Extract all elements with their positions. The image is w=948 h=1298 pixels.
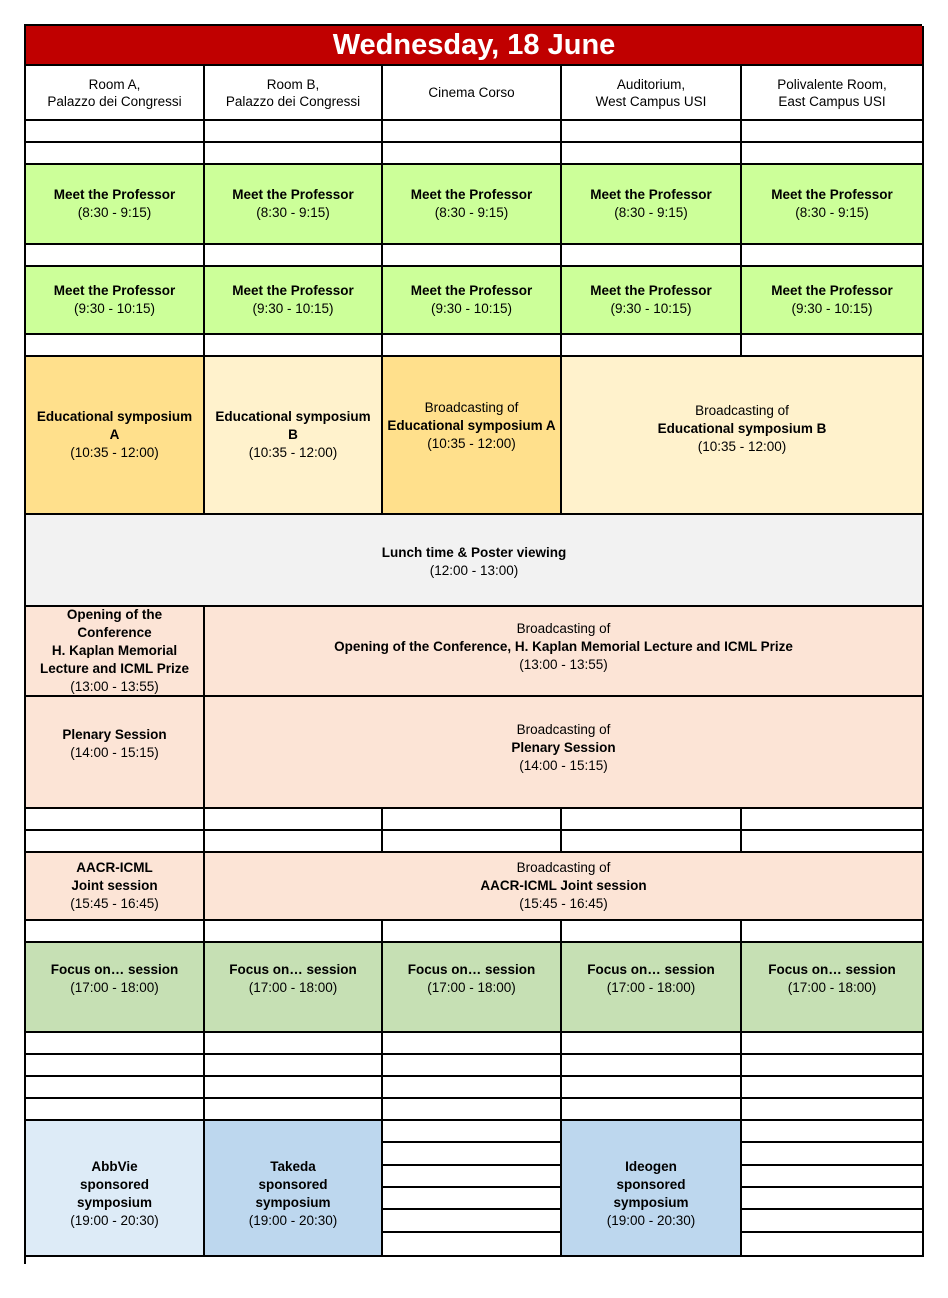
empty-cell <box>383 1166 560 1188</box>
session-name: Opening of the <box>66 607 163 622</box>
empty-cell <box>26 809 205 831</box>
empty-cell <box>26 245 205 267</box>
empty-cell <box>26 1033 205 1055</box>
room-header-auditorium <box>562 66 742 121</box>
broadcast-label: Broadcasting of <box>695 403 789 418</box>
empty-cell-stack <box>383 1121 562 1257</box>
empty-cell <box>205 1055 383 1077</box>
empty-cell <box>383 121 562 143</box>
empty-cell <box>742 1143 922 1165</box>
empty-cell <box>742 121 924 143</box>
broadcast-label: Broadcasting of <box>424 400 519 415</box>
empty-cell <box>742 1099 924 1121</box>
session-time: (13:00 - 13:55) <box>519 657 608 672</box>
room-auditorium-line1: Auditorium, <box>616 76 686 92</box>
empty-cell <box>205 1077 383 1099</box>
room-header-cinema <box>383 66 562 121</box>
session-time: (17:00 - 18:00) <box>606 980 696 995</box>
focus-on-session[interactable] <box>26 943 205 1033</box>
session-name: Focus on… session <box>229 962 357 977</box>
session-name: Meet the Professor <box>410 187 533 202</box>
empty-cell <box>205 1099 383 1121</box>
day-title-text: Wednesday, 18 June <box>332 29 616 61</box>
session-name: sponsored <box>79 1177 149 1192</box>
session-name: AACR-ICML Joint session <box>480 878 647 893</box>
empty-cell <box>383 1077 562 1099</box>
empty-cell <box>562 921 742 943</box>
empty-cell <box>383 1121 560 1143</box>
broadcast-label: Broadcasting of <box>516 621 611 636</box>
empty-cell <box>383 1033 562 1055</box>
empty-cell <box>562 121 742 143</box>
meet-professor-session-2[interactable] <box>26 267 205 335</box>
empty-cell <box>742 1188 922 1210</box>
ideogen-sponsored-symposium[interactable] <box>562 1121 742 1257</box>
empty-cell <box>742 921 924 943</box>
empty-cell <box>205 121 383 143</box>
session-name: Focus on… session <box>50 962 179 977</box>
room-b-line2: Palazzo dei Congressi <box>225 93 361 109</box>
session-time: (15:45 - 16:45) <box>70 896 159 911</box>
broadcast-label: Broadcasting of <box>516 860 611 875</box>
meet-professor-session-2[interactable] <box>383 267 562 335</box>
empty-cell <box>26 1055 205 1077</box>
empty-cell <box>383 831 562 853</box>
session-name: Meet the Professor <box>53 187 176 202</box>
session-name: Focus on… session <box>587 962 715 977</box>
meet-professor-session-1[interactable] <box>26 165 205 245</box>
session-time: (19:00 - 20:30) <box>248 1213 338 1228</box>
empty-cell <box>742 335 924 357</box>
empty-cell <box>562 335 742 357</box>
session-name: Conference <box>77 625 152 640</box>
session-time: (8:30 - 9:15) <box>77 205 152 220</box>
session-time: (9:30 - 10:15) <box>73 301 156 316</box>
empty-cell <box>205 245 383 267</box>
empty-cell <box>383 1233 560 1255</box>
empty-cell <box>26 143 205 165</box>
empty-cell <box>26 1077 205 1099</box>
empty-cell <box>742 1121 922 1143</box>
session-name: sponsored <box>616 1177 686 1192</box>
lunch-poster-viewing[interactable] <box>26 515 924 607</box>
empty-cell <box>383 809 562 831</box>
session-name: Meet the Professor <box>410 283 533 298</box>
session-time: (12:00 - 13:00) <box>429 563 519 578</box>
room-header-b <box>205 66 383 121</box>
broadcast-plenary[interactable] <box>205 697 924 809</box>
empty-cell <box>742 245 924 267</box>
meet-professor-session-1[interactable] <box>562 165 742 245</box>
focus-on-session[interactable] <box>383 943 562 1033</box>
session-name: Meet the Professor <box>53 283 176 298</box>
empty-cell <box>383 335 562 357</box>
session-time: (8:30 - 9:15) <box>795 205 869 220</box>
session-time: (17:00 - 18:00) <box>248 980 338 995</box>
empty-cell <box>205 335 383 357</box>
session-name-suffix: B <box>288 427 298 442</box>
session-name: sponsored <box>258 1177 328 1192</box>
session-time: (10:35 - 12:00) <box>248 445 338 460</box>
empty-cell-stack <box>742 1121 924 1257</box>
empty-cell <box>562 1055 742 1077</box>
room-b-line1: Room B, <box>266 76 320 92</box>
session-name: Plenary Session <box>511 740 616 755</box>
empty-cell <box>383 143 562 165</box>
day-title <box>26 26 924 66</box>
empty-cell <box>383 1055 562 1077</box>
session-name-suffix: A <box>109 427 120 442</box>
session-name: AACR-ICML <box>76 860 153 875</box>
session-name: Focus on… session <box>768 962 896 977</box>
session-name: symposium <box>613 1195 689 1210</box>
session-name: Lunch time & Poster viewing <box>381 545 567 560</box>
session-name: Joint session <box>71 878 158 893</box>
empty-cell <box>742 809 924 831</box>
session-time: (8:30 - 9:15) <box>256 205 330 220</box>
session-name: Focus on… session <box>407 962 536 977</box>
room-auditorium-line2: West Campus USI <box>595 93 707 109</box>
plenary-session[interactable] <box>26 697 205 809</box>
room-cinema-line1: Cinema Corso <box>428 85 515 100</box>
empty-cell <box>562 1099 742 1121</box>
session-time: (9:30 - 10:15) <box>430 301 513 316</box>
session-time: (10:35 - 12:00) <box>427 436 516 451</box>
session-name: symposium <box>255 1195 331 1210</box>
session-time: (17:00 - 18:00) <box>70 980 159 995</box>
empty-cell <box>562 143 742 165</box>
meet-professor-session-1[interactable] <box>383 165 562 245</box>
meet-professor-session-1[interactable] <box>742 165 924 245</box>
empty-cell <box>205 921 383 943</box>
sponsor-name: Ideogen <box>625 1159 677 1174</box>
meet-professor-session-2[interactable] <box>742 267 924 335</box>
empty-cell <box>26 121 205 143</box>
empty-cell <box>383 921 562 943</box>
opening-of-conference[interactable] <box>26 607 205 697</box>
session-time: (8:30 - 9:15) <box>614 205 688 220</box>
empty-cell <box>562 831 742 853</box>
empty-cell <box>26 831 205 853</box>
session-name: Educational symposium A <box>387 418 556 433</box>
session-time: (8:30 - 9:15) <box>434 205 509 220</box>
session-time: (19:00 - 20:30) <box>70 1213 159 1228</box>
session-name: Educational symposium B <box>657 421 827 436</box>
room-polivalente-line1: Polivalente Room, <box>777 76 887 92</box>
empty-cell <box>742 1210 922 1232</box>
educational-symposium-b[interactable] <box>205 357 383 515</box>
session-time: (9:30 - 10:15) <box>791 301 873 316</box>
meet-professor-session-2[interactable] <box>205 267 383 335</box>
session-time: (10:35 - 12:00) <box>70 445 159 460</box>
empty-cell <box>383 245 562 267</box>
focus-on-session[interactable] <box>562 943 742 1033</box>
empty-cell <box>562 245 742 267</box>
meet-professor-session-2[interactable] <box>562 267 742 335</box>
room-a-line1: Room A, <box>88 76 141 92</box>
empty-cell <box>562 1077 742 1099</box>
session-time: (13:00 - 13:55) <box>70 679 159 694</box>
session-time: (9:30 - 10:15) <box>610 301 692 316</box>
empty-cell <box>742 1077 924 1099</box>
focus-on-session[interactable] <box>742 943 924 1033</box>
room-polivalente-line2: East Campus USI <box>778 93 886 109</box>
session-time: (14:00 - 15:15) <box>519 758 608 773</box>
empty-cell <box>205 143 383 165</box>
empty-cell <box>383 1143 560 1165</box>
broadcast-opening[interactable] <box>205 607 924 697</box>
empty-cell <box>26 1099 205 1121</box>
session-time: (15:45 - 16:45) <box>519 896 608 911</box>
focus-on-session[interactable] <box>205 943 383 1033</box>
session-name: Meet the Professor <box>771 187 893 202</box>
session-name: Educational symposium <box>215 409 371 424</box>
session-time: (14:00 - 15:15) <box>70 745 159 760</box>
empty-cell <box>205 1033 383 1055</box>
empty-cell <box>742 1166 922 1188</box>
empty-cell <box>383 1188 560 1210</box>
educational-symposium-a[interactable] <box>26 357 205 515</box>
session-name: Plenary Session <box>62 727 167 742</box>
empty-cell <box>742 143 924 165</box>
empty-cell <box>562 809 742 831</box>
session-name: Meet the Professor <box>771 283 893 298</box>
broadcast-educational-symposium-a[interactable] <box>383 357 562 515</box>
schedule-table <box>24 24 922 1264</box>
broadcast-aacr-icml[interactable] <box>205 853 924 921</box>
takeda-sponsored-symposium[interactable] <box>205 1121 383 1257</box>
empty-cell <box>205 831 383 853</box>
aacr-icml-joint-session[interactable] <box>26 853 205 921</box>
session-name: Lecture and ICML Prize <box>39 661 190 676</box>
broadcast-educational-symposium-b[interactable] <box>562 357 924 515</box>
empty-cell <box>742 831 924 853</box>
session-name: Opening of the Conference, H. Kaplan Memorial Lecture and ICML Prize <box>334 639 793 654</box>
empty-cell <box>383 1099 562 1121</box>
abbvie-sponsored-symposium[interactable] <box>26 1121 205 1257</box>
empty-cell <box>205 809 383 831</box>
empty-cell <box>742 1233 922 1255</box>
empty-cell <box>26 335 205 357</box>
sponsor-name: Takeda <box>270 1159 316 1174</box>
session-name: Meet the Professor <box>590 283 712 298</box>
sponsor-name: AbbVie <box>91 1159 138 1174</box>
session-time: (19:00 - 20:30) <box>606 1213 696 1228</box>
session-time: (17:00 - 18:00) <box>427 980 516 995</box>
meet-professor-session-1[interactable] <box>205 165 383 245</box>
empty-cell <box>562 1033 742 1055</box>
empty-cell <box>742 1055 924 1077</box>
session-time: (17:00 - 18:00) <box>787 980 877 995</box>
broadcast-label: Broadcasting of <box>516 722 611 737</box>
room-header-a <box>26 66 205 121</box>
room-header-polivalente <box>742 66 924 121</box>
session-name: symposium <box>76 1195 153 1210</box>
session-name: Meet the Professor <box>232 187 354 202</box>
session-time: (10:35 - 12:00) <box>697 439 787 454</box>
empty-cell <box>742 1033 924 1055</box>
session-name: H. Kaplan Memorial <box>51 643 178 658</box>
empty-cell <box>26 921 205 943</box>
session-name: Educational symposium <box>36 409 193 424</box>
session-name: Meet the Professor <box>590 187 712 202</box>
room-a-line2: Palazzo dei Congressi <box>47 93 182 109</box>
session-time: (9:30 - 10:15) <box>252 301 334 316</box>
empty-cell <box>383 1210 560 1232</box>
session-name: Meet the Professor <box>232 283 354 298</box>
